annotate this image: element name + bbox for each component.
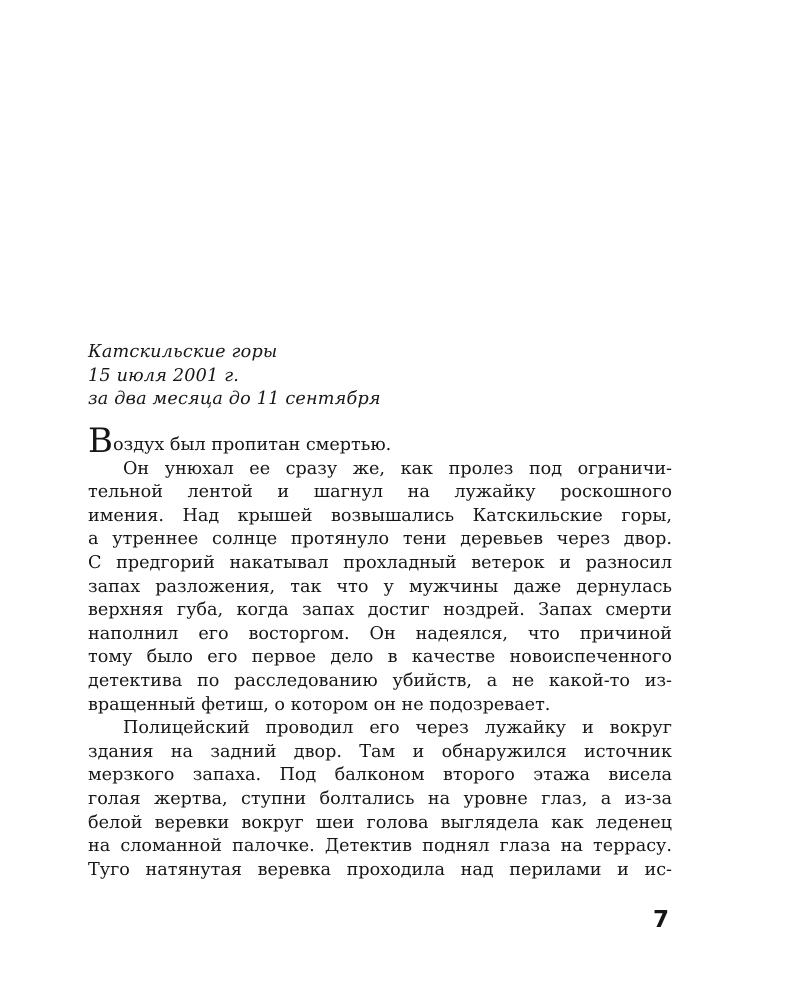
paragraph-line: запах разложения, так что у мужчины даже дернулась [88, 576, 672, 597]
epigraph-place: Катскильские горы [88, 342, 278, 362]
paragraph-line: детектива по расследованию убийств, а не какой-то из- [88, 670, 672, 691]
paragraph-line: верхняя губа, когда запах достиг ноздрей. Запах смерти [88, 600, 672, 621]
paragraph-line: здания на задний двор. Там и обнаружился источник [88, 741, 672, 762]
epigraph-note: за два месяца до 11 сентября [88, 389, 381, 410]
paragraph-line: мерзкого запаха. Под балконом второго этажа висела [88, 765, 672, 786]
paragraph-line: Он унюхал ее сразу же, как пролез под ограничи- [123, 458, 672, 479]
paragraph-line: белой веревки вокруг шеи голова выглядела как леденец [88, 812, 672, 833]
paragraph-line: Полицейский проводил его через лужайку и вокруг [123, 718, 672, 739]
page-number: 7 [653, 907, 670, 933]
paragraph-line: тельной лентой и шагнул на лужайку роскошного [88, 482, 672, 503]
epigraph-date: 15 июля 2001 г. [88, 365, 240, 386]
paragraph-line: на сломанной палочке. Детектив поднял глаза на террасу. [88, 836, 672, 857]
paragraph-line: С предгорий накатывал прохладный ветерок и разносил [88, 552, 672, 573]
drop-cap: В [88, 421, 113, 461]
paragraph-line: Туго натянутая веревка проходила над перилами и ис- [88, 859, 672, 880]
paragraph-line: тому было его первое дело в качестве новоиспеченного [88, 647, 672, 668]
paragraph-line: имения. Над крышей возвышались Катскильские горы, [88, 505, 672, 526]
opening-line-text: оздух был пропитан смертью. [113, 435, 392, 455]
paragraph-line: голая жертва, ступни болтались на уровне глаз, а из-за [88, 788, 672, 809]
paragraph-2 [88, 717, 672, 882]
paragraph-1 [88, 458, 672, 718]
paragraph-line: а утреннее солнце протянуло тени деревьев через двор. [88, 529, 672, 550]
epigraph [88, 341, 381, 412]
paragraph-line: наполнил его восторгом. Он надеялся, что причиной [88, 623, 672, 644]
chapter-text [88, 422, 672, 882]
paragraph-line: вращенный фетиш, о котором он не подозревает. [88, 694, 551, 715]
opening-line [88, 421, 672, 461]
